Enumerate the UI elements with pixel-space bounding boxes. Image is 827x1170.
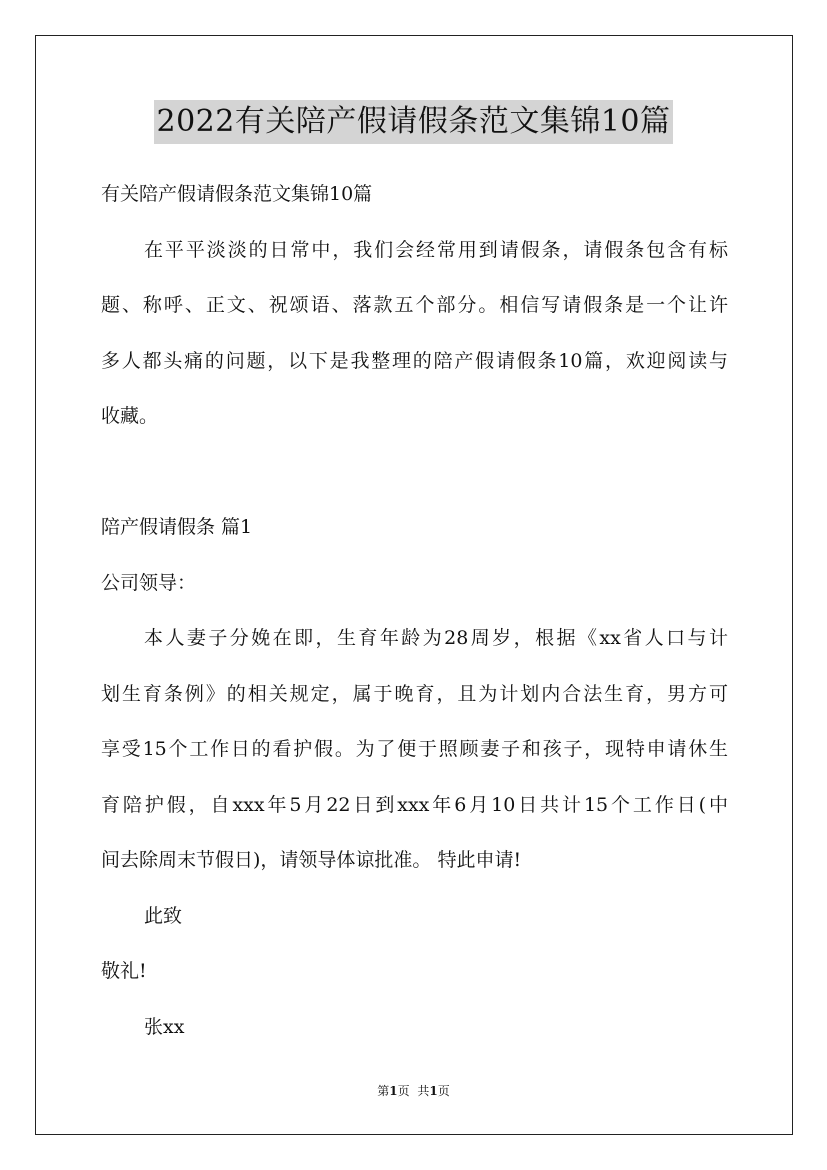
closing-line: 敬礼! bbox=[101, 960, 147, 982]
page-total: 1 bbox=[429, 1084, 438, 1098]
intro-line: 多人都头痛的问题，以下是我整理的陪产假请假条10篇，欢迎阅读与 bbox=[101, 349, 728, 372]
total-suffix: 页 bbox=[437, 1084, 450, 1098]
page-suffix: 页 bbox=[397, 1084, 410, 1098]
total-prefix: 共 bbox=[417, 1084, 430, 1098]
body-line: 育陪护假，自xxx年5月22日到xxx年6月10日共计15个工作日(中 bbox=[101, 793, 728, 816]
salutation: 公司领导： bbox=[101, 571, 197, 594]
title-wrap bbox=[0, 100, 827, 144]
closing-line: 此致 bbox=[144, 904, 183, 927]
document-body bbox=[101, 167, 728, 1055]
intro-line: 在平平淡淡的日常中，我们会经常用到请假条，请假条包含有标 bbox=[144, 238, 728, 261]
page-prefix: 第 bbox=[377, 1084, 390, 1098]
intro-line: 题、称呼、正文、祝颂语、落款五个部分。相信写请假条是一个让许 bbox=[101, 294, 728, 316]
page-footer bbox=[0, 1083, 827, 1099]
page-number: 1 bbox=[389, 1084, 398, 1098]
signature: 张xx bbox=[144, 1015, 185, 1038]
document-subtitle: 有关陪产假请假条范文集锦10篇 bbox=[101, 183, 373, 205]
body-line: 本人妻子分娩在即，生育年龄为28周岁，根据《xx省人口与计 bbox=[144, 627, 728, 649]
intro-line: 收藏。 bbox=[101, 405, 159, 427]
document-title: 2022有关陪产假请假条范文集锦10篇 bbox=[154, 100, 672, 144]
body-line: 间去除周末节假日)，请领导体谅批准。 特此申请! bbox=[101, 849, 522, 871]
blank-line bbox=[101, 445, 728, 501]
body-line: 享受15个工作日的看护假。为了便于照顾妻子和孩子，现特申请休生 bbox=[101, 738, 728, 760]
body-line: 划生育条例》的相关规定，属于晚育，且为计划内合法生育，男方可 bbox=[101, 682, 728, 705]
section-heading: 陪产假请假条 篇1 bbox=[101, 516, 253, 538]
